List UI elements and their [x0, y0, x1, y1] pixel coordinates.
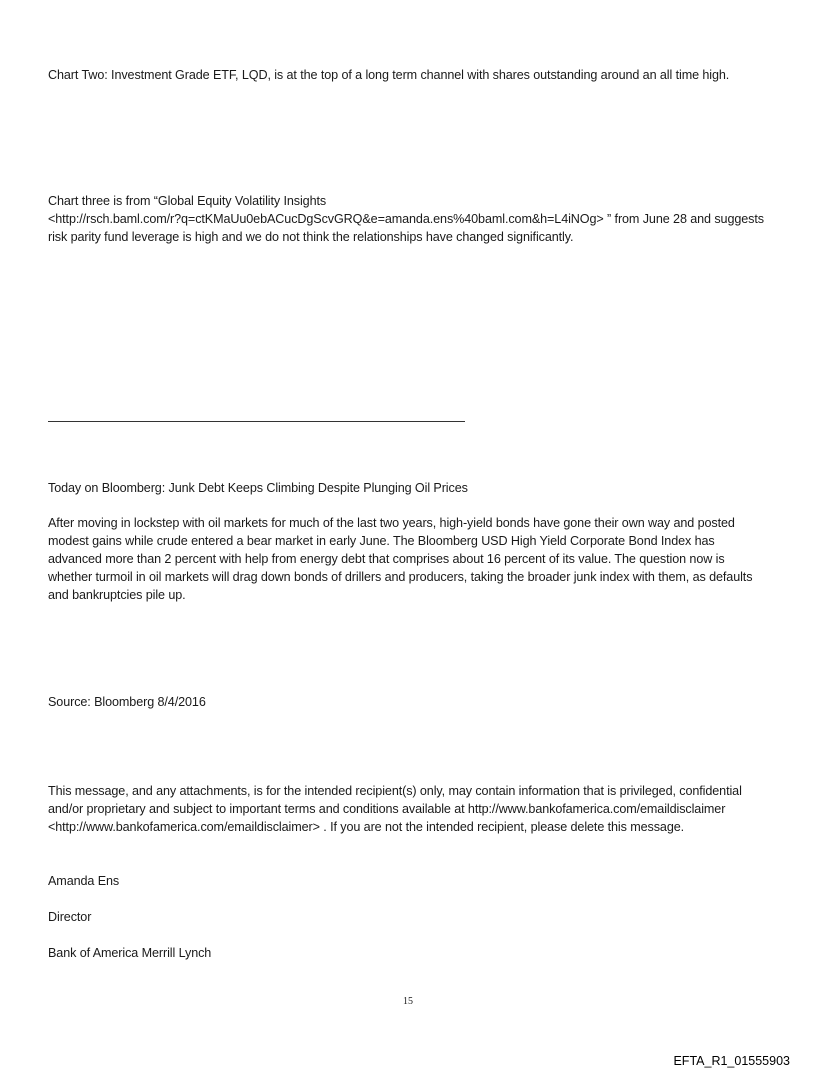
chart-three-source-line: Chart three is from “Global Equity Volatility Insights [48, 194, 327, 208]
section-divider [48, 421, 465, 422]
bloomberg-article-body: After moving in lockstep with oil markets for much of the last two years, high-yield bonds have gone their own way and posted modest gains while crude entered a bear market in early June. The Bloomberg USD High Yield Corporate Bond Index has advanced more than 2 percent with help from energy debt that comprises about 16 percent of its value. The question now is whether turmoil in oil markets will drag down bonds of drillers and producers, taking the broader junk index with them, as defaults and bankruptcies pile up. [48, 516, 753, 602]
bloomberg-headline: Today on Bloomberg: Junk Debt Keeps Climbing Despite Plunging Oil Prices [48, 481, 468, 495]
chart-three-paragraph: <http://rsch.baml.com/r?q=ctKMaUu0ebACucDgScvGRQ&e=amanda.ens%40baml.com&h=L4iNOg> ” from June 28 and suggests risk parity fund leverage is high and we do not think the relationships have changed significantly. [48, 212, 764, 244]
email-disclaimer: This message, and any attachments, is for the intended recipient(s) only, may contain information that is privileged, confidential and/or proprietary and subject to important terms and conditions available at http://www.bankofamerica.com/emaildisclaimer <http://www.bankofamerica.com/emaildisclaimer> . If you are not the intended recipient, please delete this message. [48, 784, 742, 834]
source-line: Source: Bloomberg 8/4/2016 [48, 695, 206, 709]
signature-company: Bank of America Merrill Lynch [48, 946, 212, 960]
signature-name: Amanda Ens [48, 874, 120, 888]
bates-number: EFTA_R1_01555903 [673, 1054, 790, 1068]
chart-two-paragraph: Chart Two: Investment Grade ETF, LQD, is at the top of a long term channel with shares outstanding around an all time high. [48, 68, 730, 82]
signature-title: Director [48, 910, 92, 924]
page-number: 15 [403, 996, 413, 1007]
